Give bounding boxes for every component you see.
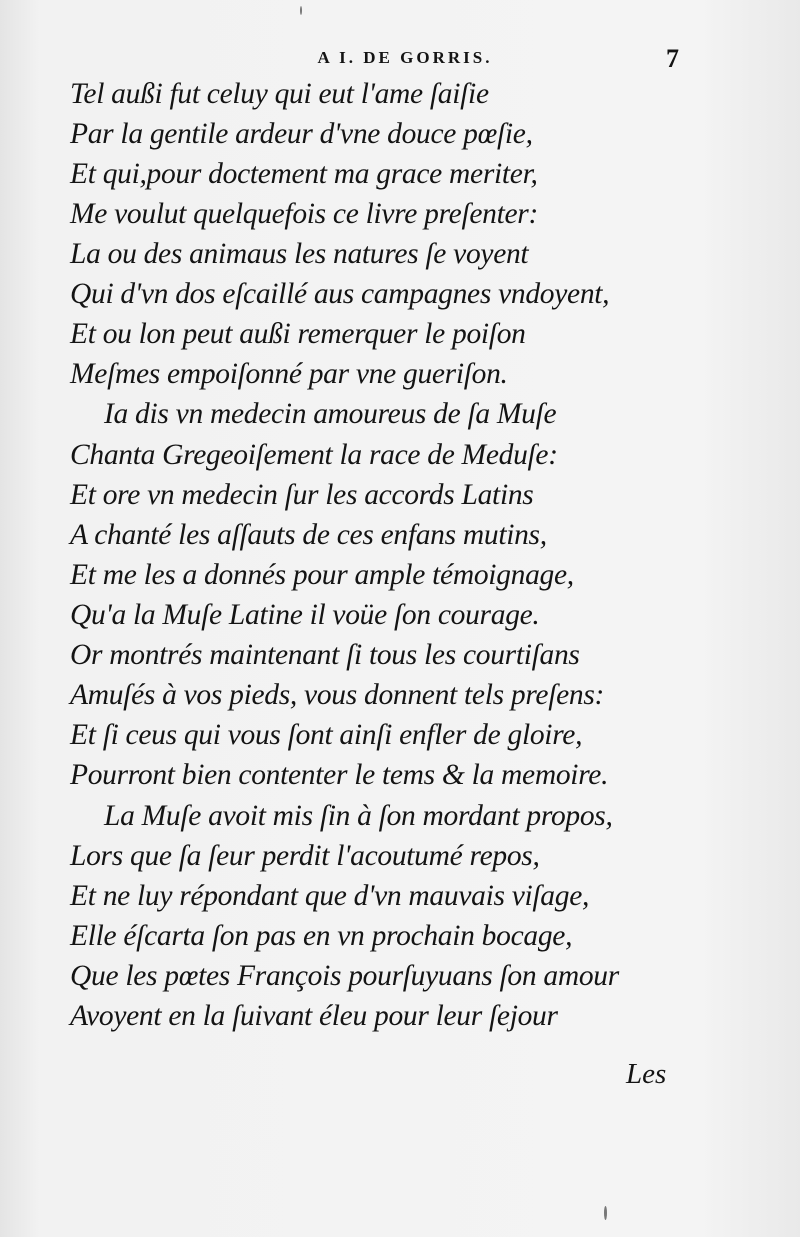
- verse-line: Lors que ſa ſeur perdit l'acoutumé repos,: [70, 840, 540, 872]
- catchword: Les: [626, 1058, 667, 1090]
- verse-line: Or montrés maintenant ſi tous les courtiſans: [70, 639, 580, 671]
- verse-line: Chanta Gregeoiſement la race de Meduſe:: [70, 439, 558, 471]
- verse-line: Pourront bien contenter le tems & la memoire.: [70, 759, 609, 791]
- verse-line: Qui d'vn dos eſcaillé aus campagnes vndoyent,: [70, 278, 610, 310]
- verse-line: Que les pœtes François pourſuyuans ſon amour: [70, 960, 619, 992]
- verse-line: Amuſés à vos pieds, vous donnent tels preſens:: [70, 679, 605, 711]
- print-speck: [300, 6, 302, 15]
- verse-line: La Muſe avoit mis ſin à ſon mordant propos,: [104, 800, 613, 832]
- verse-line: Qu'a la Muſe Latine il voüe ſon courage.: [70, 599, 540, 631]
- verse-line: Elle éſcarta ſon pas en vn prochain bocage,: [70, 920, 573, 952]
- verse-line: La ou des animaus les natures ſe voyent: [70, 238, 529, 270]
- verse-line: Et me les a donnés pour ample témoignage,: [70, 559, 574, 591]
- verse-line: Ia dis vn medecin amoureus de ſa Muſe: [104, 398, 557, 430]
- verse-line: Et qui,pour doctement ma grace meriter,: [70, 158, 538, 190]
- verse-line: Meſmes empoiſonné par vne gueriſon.: [70, 358, 508, 390]
- page-number: 7: [666, 44, 679, 73]
- verse-line: Et ne luy répondant que d'vn mauvais viſage,: [70, 880, 590, 912]
- print-speck: [604, 1206, 607, 1220]
- verse-line: Tel außi fut celuy qui eut l'ame ſaiſie: [70, 78, 489, 110]
- verse-line: Avoyent en la ſuivant éleu pour leur ſejour: [70, 1000, 558, 1032]
- verse-line: Et ou lon peut außi remerquer le poiſon: [70, 318, 526, 350]
- running-title: A I. DE GORRIS.: [317, 48, 493, 67]
- verse-line: Par la gentile ardeur d'vne douce pœſie,: [70, 118, 533, 150]
- verse-line: A chanté les aſſauts de ces enfans mutins,: [70, 519, 547, 551]
- verse-line: Et ſi ceus qui vous ſont ainſi enfler de gloire,: [70, 719, 583, 751]
- verse-line: Et ore vn medecin ſur les accords Latins: [70, 479, 534, 511]
- verse-line: Me voulut quelquefois ce livre preſenter:: [70, 198, 538, 230]
